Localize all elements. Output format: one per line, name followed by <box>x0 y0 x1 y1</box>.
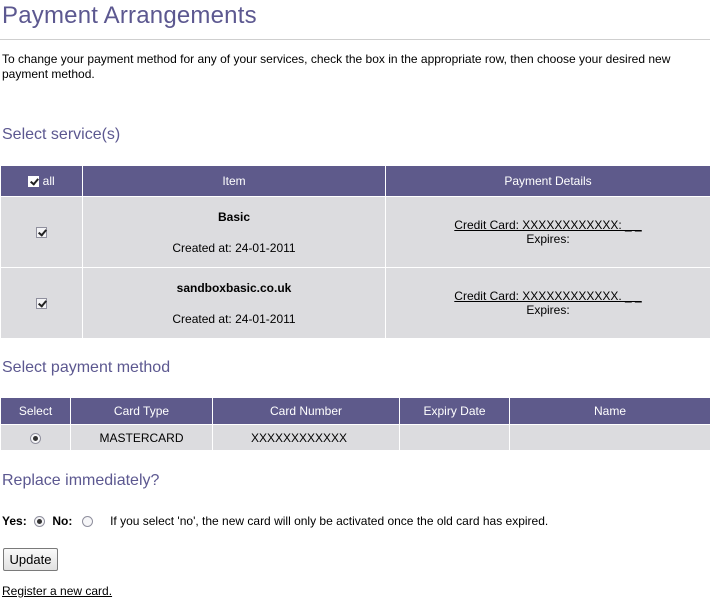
card-type-column-header: Card Type <box>71 398 213 425</box>
item-column-header: Item <box>83 166 386 197</box>
credit-card-info: Credit Card: XXXXXXXXXXXX: _ _ <box>454 218 642 232</box>
card-type-cell: MASTERCARD <box>71 425 213 451</box>
service-payment-cell <box>386 268 710 339</box>
select-payment-method-heading: Select payment method <box>2 359 171 376</box>
no-label: No: <box>52 514 73 528</box>
service-name: sandboxbasic.co.uk <box>176 280 292 295</box>
service-checkbox[interactable] <box>36 298 47 309</box>
credit-card-info: Credit Card: XXXXXXXXXXXX. _ _ <box>454 289 642 303</box>
card-expires: Expires: <box>526 303 570 317</box>
update-button[interactable]: Update <box>3 548 58 571</box>
replace-yes-radio[interactable] <box>34 516 45 527</box>
name-column-header: Name <box>510 398 710 425</box>
intro-text: To change your payment method for any of your services, check the box in the appropriate row, then choose your desired new payment method. <box>2 52 671 81</box>
payment-details-column-header: Payment Details <box>386 166 710 197</box>
select-all-label: all <box>42 174 55 188</box>
select-column-header: Select <box>1 398 71 425</box>
card-number-cell: XXXXXXXXXXXX <box>213 425 400 451</box>
service-item-cell <box>83 268 386 339</box>
payment-method-row <box>1 425 710 451</box>
select-all-checkbox[interactable] <box>28 176 39 187</box>
page-title: Payment Arrangements <box>2 2 257 29</box>
payment-method-radio[interactable] <box>30 433 41 444</box>
register-new-card-link[interactable]: Register a new card. <box>2 584 113 598</box>
payment-methods-table <box>0 397 710 451</box>
replace-no-radio[interactable] <box>82 516 93 527</box>
service-select-cell <box>1 197 83 268</box>
replace-immediately-heading: Replace immediately? <box>2 472 160 489</box>
replace-options <box>2 512 548 530</box>
replace-note: If you select 'no', the new card will only be activated once the old card has expired. <box>110 514 549 528</box>
card-number-column-header: Card Number <box>213 398 400 425</box>
expiry-date-column-header: Expiry Date <box>400 398 510 425</box>
service-select-cell <box>1 268 83 339</box>
title-divider <box>0 39 710 40</box>
service-name: Basic <box>217 209 251 224</box>
service-checkbox[interactable] <box>36 227 47 238</box>
yes-label: Yes: <box>2 514 27 528</box>
service-row <box>1 268 710 339</box>
select-all-header[interactable] <box>1 166 83 197</box>
card-expires: Expires: <box>526 232 570 246</box>
expiry-date-cell <box>400 425 510 451</box>
service-created-date: Created at: 24-01-2011 <box>172 311 296 326</box>
payment-method-select-cell <box>1 425 71 451</box>
service-row <box>1 197 710 268</box>
select-services-heading: Select service(s) <box>2 126 121 143</box>
services-table <box>0 165 710 339</box>
service-item-cell <box>83 197 386 268</box>
service-created-date: Created at: 24-01-2011 <box>172 240 296 255</box>
card-name-cell <box>510 425 710 451</box>
service-payment-cell <box>386 197 710 268</box>
